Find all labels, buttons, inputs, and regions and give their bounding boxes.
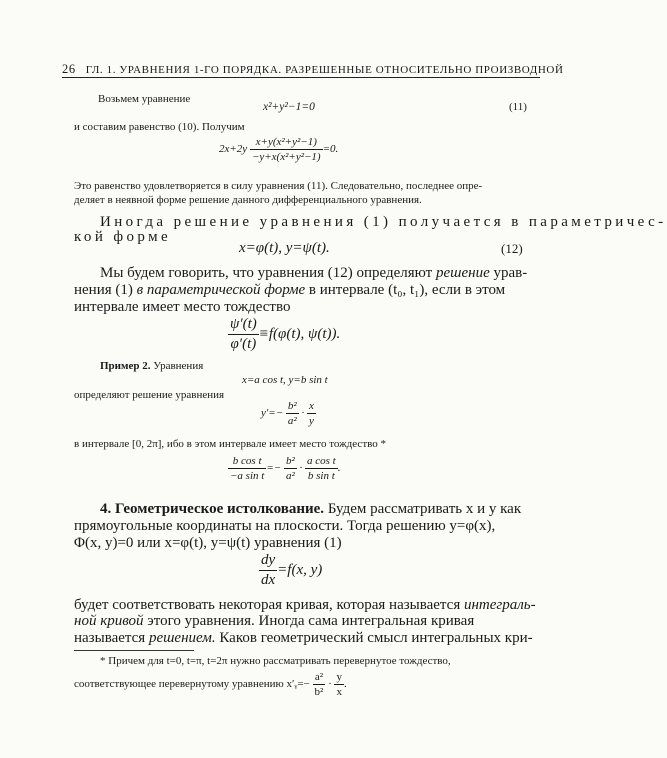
identity-fraction (228, 316, 259, 353)
section-4-line-3: Φ(x, y)=0 или x=φ(t), y=ψ(t) уравнения (1) (74, 535, 342, 551)
header-rule (62, 77, 540, 78)
param-line-2: кой форме (74, 229, 172, 245)
example-2-interval: в интервале [0, 2π], ибо в этом интервале имеет место тождество * (74, 438, 386, 450)
eq-frac-lhs: 2x+2y (219, 143, 248, 156)
eq-frac-numerator: x+y(x²+y²−1) (250, 136, 323, 150)
note-line-2: деляет в неявной форме решение данного дифференциального уравнения. (74, 194, 422, 206)
definition-line-3: интервале имеет место тождество (74, 299, 291, 315)
note-line-1: Это равенство удовлетворяется в силу уравнения (11). Следовательно, последнее опре- (74, 180, 483, 192)
id-frac-2: $\frac{\text{b²}}{\text{a²}}$ (285, 455, 295, 482)
section-4-line-2: прямоугольные координаты на плоскости. Тогда решению y=φ(x), (74, 518, 496, 534)
fn-frac-1: $\frac{\text{a²}}{\text{b²}}$ (314, 671, 324, 698)
eq-frac-denominator: −y+x(x²+y²−1) (251, 151, 321, 163)
footnote-line-1: * Причем для t=0, t=π, t=2π нужно рассматривать перевернутое тождество, (100, 655, 451, 667)
section-4-line-1: 4. Геометрическое истолкование. Будем рассматривать x и y как (100, 501, 522, 517)
param-line-1: Иногда решение уравнения (1) получается в параметричес- (100, 214, 667, 230)
page-number: 26 (62, 62, 76, 76)
curve-line-1: будет соответствовать некоторая кривая, которая называется интеграль- (74, 597, 536, 613)
ode-dydx: $\frac{dy}{dx}$ (261, 552, 276, 588)
id-frac-3: $\frac{\text{a cos t}}{\text{b sin t}}$ (307, 455, 336, 482)
running-title: ГЛ. 1. УРАВНЕНИЯ 1-ГО ПОРЯДКА. РАЗРЕШЕННЫЕ ОТНОСИТЕЛЬНО ПРОИЗВОДНОЙ (85, 64, 564, 76)
example-2-equation: x=a cos t, y=b sin t (242, 374, 328, 386)
curve-line-3: называется решением. Каков геометрический смысл интегральных кри- (74, 630, 533, 646)
example-2-heading: Пример 2. Уравнения (100, 360, 204, 372)
eq-frac-rhs: =0. (322, 143, 339, 156)
example-2-identity: $\frac{\text{b cos t}}{\text{−a sin t}}$ =− $\frac{\text{b²}}{\text{a²}}$ · $\frac{\text{a cos t}}{\text{b sin t}}$ . (230, 455, 341, 482)
example-2-defines: определяют решение уравнения (74, 389, 225, 401)
equation-11-number: (11) (509, 101, 527, 113)
equation-11: x²+y²−1=0 (263, 101, 315, 113)
equation-12-number: (12) (501, 241, 523, 256)
identity-denominator: φ′(t) (230, 336, 257, 352)
equation-fraction (219, 136, 338, 163)
intro-text: Возьмем уравнение (98, 93, 191, 105)
fn-frac-2: $\frac{y}{x}$ (336, 671, 342, 698)
compose-text: и составим равенство (10). Получим (74, 121, 245, 133)
identity-numerator: ψ′(t) (228, 316, 259, 335)
curve-line-2: ной кривой этого уравнения. Иногда сама интегральная кривая (74, 613, 475, 629)
footnote-line-2: соответствующее перевернутому уравнению x′ᵧ=− $\frac{\text{a²}}{\text{b²}}$ · $\frac{y}{x}$ . (74, 671, 347, 698)
running-header (62, 62, 564, 77)
ode-frac-2: $\frac{x}{y}$ (308, 400, 314, 427)
ode-frac-1: $\frac{\text{b²}}{\text{a²}}$ (287, 400, 297, 427)
id-frac-1: $\frac{\text{b cos t}}{\text{−a sin t}}$ (230, 455, 265, 482)
footnote-rule (74, 650, 194, 651)
identity-equation (228, 316, 340, 353)
definition-line-1: Мы будем говорить, что уравнения (12) определяют решение урав- (100, 265, 528, 281)
definition-line-2: нения (1) в параметрической форме в интервале (t₀, t₁), если в этом (74, 282, 506, 298)
example-2-ode: y′=− $\frac{\text{b²}}{\text{a²}}$ · $\frac{x}{y}$ (261, 400, 314, 427)
eq-fraction (250, 136, 323, 163)
identity-rhs: ≡f(φ(t), ψ(t)). (258, 325, 341, 342)
equation-12: x=φ(t), y=ψ(t). (239, 240, 330, 256)
ode-equation: $\frac{dy}{dx}$ =f(x, y) (261, 552, 323, 588)
section-title: 4. Геометрическое истолкование. (100, 501, 325, 517)
